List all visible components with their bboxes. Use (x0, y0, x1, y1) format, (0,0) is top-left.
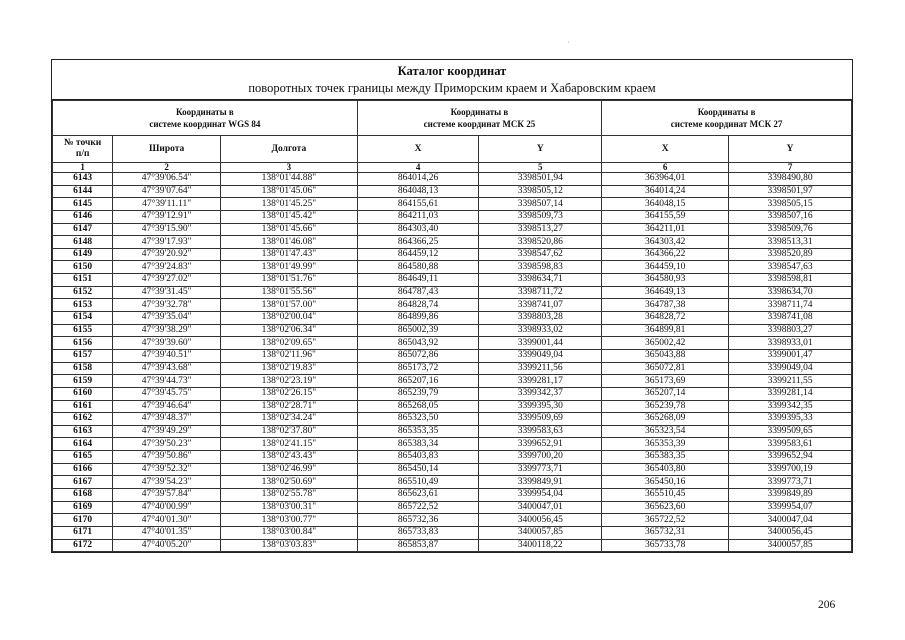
table-row (53, 312, 852, 325)
longitude-cell: 138°02'46.99" (220, 463, 357, 476)
msk27-x-cell: 365383,35 (602, 451, 729, 464)
longitude-cell: 138°01'46.08" (220, 236, 357, 249)
longitude-cell: 138°02'37.80" (220, 425, 357, 438)
point-number-cell: 6160 (53, 387, 113, 400)
group-header-wgs84: Координаты в системе координат WGS 84 (53, 101, 358, 136)
msk27-x-cell: 365323,54 (602, 425, 729, 438)
msk27-x-cell: 364303,42 (602, 236, 729, 249)
longitude-cell: 138°02'23.19" (220, 375, 357, 388)
msk25-x-cell: 864459,12 (357, 248, 479, 261)
table-row (53, 362, 852, 375)
longitude-cell: 138°02'00.04" (220, 312, 357, 325)
table-row (53, 438, 852, 451)
table-row (53, 375, 852, 388)
msk25-y-cell: 3398509,73 (479, 210, 602, 223)
coordinate-catalog (51, 59, 853, 553)
point-number-cell: 6169 (53, 501, 113, 514)
msk25-y-cell: 3398711,72 (479, 286, 602, 299)
msk25-y-cell: 3399652,91 (479, 438, 602, 451)
msk27-y-cell: 3398513,31 (729, 236, 852, 249)
longitude-cell: 138°02'41.15" (220, 438, 357, 451)
msk25-y-cell: 3398933,02 (479, 324, 602, 337)
msk27-x-cell: 365173,69 (602, 375, 729, 388)
table-row (53, 210, 852, 223)
msk25-y-cell: 3399211,56 (479, 362, 602, 375)
msk25-x-cell: 865383,34 (357, 438, 479, 451)
msk27-y-cell: 3399583,61 (729, 438, 852, 451)
point-number-cell: 6163 (53, 425, 113, 438)
msk25-x-cell: 865268,05 (357, 400, 479, 413)
msk25-y-cell: 3400118,22 (479, 539, 602, 552)
msk27-y-cell: 3398507,16 (729, 210, 852, 223)
table-row (53, 526, 852, 539)
table-row (53, 198, 852, 211)
column-number: 7 (729, 163, 852, 173)
msk25-y-cell: 3399049,04 (479, 349, 602, 362)
msk25-x-cell: 864014,26 (357, 173, 479, 186)
msk25-x-cell: 864303,40 (357, 223, 479, 236)
table-row (53, 337, 852, 350)
latitude-cell: 47°39'43.68" (113, 362, 221, 375)
table-row (53, 425, 852, 438)
group-header-msk27: Координаты в системе координат МСК 27 (602, 101, 852, 136)
latitude-cell: 47°39'54.23" (113, 476, 221, 489)
longitude-cell: 138°03'00.84" (220, 526, 357, 539)
msk25-x-cell: 865510,49 (357, 476, 479, 489)
msk27-x-cell: 364211,01 (602, 223, 729, 236)
longitude-cell: 138°01'47.43" (220, 248, 357, 261)
msk27-y-cell: 3399049,04 (729, 362, 852, 375)
table-row (53, 223, 852, 236)
msk25-y-cell: 3398520,86 (479, 236, 602, 249)
msk27-y-cell: 3398490,80 (729, 173, 852, 186)
table-row (53, 324, 852, 337)
longitude-cell: 138°01'45.42" (220, 210, 357, 223)
table-row (53, 476, 852, 489)
msk25-y-cell: 3399395,30 (479, 400, 602, 413)
msk25-y-cell: 3399281,17 (479, 375, 602, 388)
msk25-x-cell: 865072,86 (357, 349, 479, 362)
point-number-cell: 6156 (53, 337, 113, 350)
point-number-cell: 6171 (53, 526, 113, 539)
point-number-cell: 6162 (53, 413, 113, 426)
point-number-cell: 6166 (53, 463, 113, 476)
column-number: 3 (220, 163, 357, 173)
msk27-x-cell: 364459,10 (602, 261, 729, 274)
latitude-cell: 47°40'05.20" (113, 539, 221, 552)
table-row (53, 286, 852, 299)
msk27-y-cell: 3399281,14 (729, 387, 852, 400)
msk25-x-cell: 865323,50 (357, 413, 479, 426)
msk25-x-cell: 864787,43 (357, 286, 479, 299)
msk27-x-cell: 365722,52 (602, 514, 729, 527)
point-number-cell: 6170 (53, 514, 113, 527)
msk25-x-cell: 865403,83 (357, 451, 479, 464)
longitude-cell: 138°01'45.66" (220, 223, 357, 236)
coordinates-table (52, 100, 852, 552)
point-number-cell: 6159 (53, 375, 113, 388)
msk25-y-cell: 3399700,20 (479, 451, 602, 464)
msk25-x-cell: 865450,14 (357, 463, 479, 476)
point-number-cell: 6164 (53, 438, 113, 451)
longitude-cell: 138°02'28.71" (220, 400, 357, 413)
msk25-y-cell: 3400056,45 (479, 514, 602, 527)
msk25-x-cell: 864899,86 (357, 312, 479, 325)
table-row (53, 501, 852, 514)
msk25-x-cell: 864211,03 (357, 210, 479, 223)
msk27-x-cell: 365072,81 (602, 362, 729, 375)
msk25-y-cell: 3398634,71 (479, 274, 602, 287)
latitude-cell: 47°40'00.99" (113, 501, 221, 514)
msk25-x-cell: 865207,16 (357, 375, 479, 388)
longitude-cell: 138°02'50.69" (220, 476, 357, 489)
msk27-y-cell: 3399395,33 (729, 413, 852, 426)
msk27-x-cell: 364048,15 (602, 198, 729, 211)
latitude-cell: 47°39'46.64" (113, 400, 221, 413)
table-row (53, 514, 852, 527)
msk27-x-cell: 364155,59 (602, 210, 729, 223)
longitude-cell: 138°01'57.00" (220, 299, 357, 312)
point-number-cell: 6161 (53, 400, 113, 413)
table-row (53, 451, 852, 464)
latitude-cell: 47°39'24.83" (113, 261, 221, 274)
msk27-y-cell: 3399849,89 (729, 489, 852, 502)
point-number-cell: 6151 (53, 274, 113, 287)
point-number-cell: 6145 (53, 198, 113, 211)
msk25-y-cell: 3399583,63 (479, 425, 602, 438)
msk25-x-cell: 865353,35 (357, 425, 479, 438)
msk25-y-cell: 3399773,71 (479, 463, 602, 476)
msk25-y-cell: 3398513,27 (479, 223, 602, 236)
msk27-x-cell: 365002,42 (602, 337, 729, 350)
msk25-y-cell: 3399342,37 (479, 387, 602, 400)
longitude-cell: 138°03'00.31" (220, 501, 357, 514)
msk25-x-cell: 864828,74 (357, 299, 479, 312)
msk25-y-cell: 3398505,12 (479, 185, 602, 198)
msk25-y-cell: 3398803,28 (479, 312, 602, 325)
point-number-cell: 6172 (53, 539, 113, 552)
table-row (53, 539, 852, 552)
msk25-y-header: Y (479, 136, 602, 163)
msk27-y-cell: 3399700,19 (729, 463, 852, 476)
msk27-y-cell: 3398803,27 (729, 324, 852, 337)
point-number-header: № точки п/п (53, 136, 113, 163)
msk25-x-cell: 865733,83 (357, 526, 479, 539)
msk25-y-cell: 3398501,94 (479, 173, 602, 186)
longitude-cell: 138°02'43.43" (220, 451, 357, 464)
latitude-cell: 47°39'57.84" (113, 489, 221, 502)
latitude-cell: 47°39'32.78" (113, 299, 221, 312)
msk25-x-cell: 864048,13 (357, 185, 479, 198)
point-number-cell: 6147 (53, 223, 113, 236)
latitude-header: Широта (113, 136, 221, 163)
msk25-y-cell: 3400047,01 (479, 501, 602, 514)
table-row (53, 248, 852, 261)
point-number-cell: 6150 (53, 261, 113, 274)
msk25-x-cell: 864649,11 (357, 274, 479, 287)
point-number-cell: 6153 (53, 299, 113, 312)
latitude-cell: 47°39'50.23" (113, 438, 221, 451)
msk27-x-header: X (602, 136, 729, 163)
point-number-cell: 6158 (53, 362, 113, 375)
latitude-cell: 47°39'48.37" (113, 413, 221, 426)
msk27-x-cell: 365043,88 (602, 349, 729, 362)
longitude-cell: 138°01'49.99" (220, 261, 357, 274)
msk27-y-cell: 3399652,94 (729, 451, 852, 464)
point-number-cell: 6146 (53, 210, 113, 223)
msk25-x-cell: 864366,25 (357, 236, 479, 249)
latitude-cell: 47°39'06.54" (113, 173, 221, 186)
point-number-cell: 6168 (53, 489, 113, 502)
longitude-cell: 138°02'11.96" (220, 349, 357, 362)
latitude-cell: 47°39'15.90" (113, 223, 221, 236)
longitude-cell: 138°03'00.77" (220, 514, 357, 527)
msk27-y-cell: 3398711,74 (729, 299, 852, 312)
table-row (53, 413, 852, 426)
latitude-cell: 47°40'01.30" (113, 514, 221, 527)
msk27-y-cell: 3398741,08 (729, 312, 852, 325)
point-number-cell: 6143 (53, 173, 113, 186)
msk27-x-cell: 364580,93 (602, 274, 729, 287)
table-row (53, 236, 852, 249)
msk27-x-cell: 364649,13 (602, 286, 729, 299)
table-row (53, 463, 852, 476)
longitude-cell: 138°02'26.15" (220, 387, 357, 400)
msk27-y-header: Y (729, 136, 852, 163)
msk25-y-cell: 3398741,07 (479, 299, 602, 312)
point-number-cell: 6167 (53, 476, 113, 489)
msk27-x-cell: 365510,45 (602, 489, 729, 502)
longitude-cell: 138°03'03.83" (220, 539, 357, 552)
msk27-y-cell: 3400057,85 (729, 539, 852, 552)
msk27-x-cell: 365353,39 (602, 438, 729, 451)
point-number-cell: 6144 (53, 185, 113, 198)
longitude-cell: 138°02'34.24" (220, 413, 357, 426)
latitude-cell: 47°39'45.75" (113, 387, 221, 400)
title-block (52, 60, 852, 100)
msk27-x-cell: 365403,80 (602, 463, 729, 476)
msk25-x-cell: 864580,88 (357, 261, 479, 274)
msk25-y-cell: 3398598,83 (479, 261, 602, 274)
msk25-x-cell: 865173,72 (357, 362, 479, 375)
msk27-x-cell: 364787,38 (602, 299, 729, 312)
latitude-cell: 47°39'50.86" (113, 451, 221, 464)
point-number-cell: 6165 (53, 451, 113, 464)
msk27-y-cell: 3399001,47 (729, 349, 852, 362)
msk27-y-cell: 3398634,70 (729, 286, 852, 299)
longitude-cell: 138°01'45.25" (220, 198, 357, 211)
column-number: 1 (53, 163, 113, 173)
msk27-y-cell: 3399509,65 (729, 425, 852, 438)
point-number-cell: 6149 (53, 248, 113, 261)
longitude-cell: 138°01'45.06" (220, 185, 357, 198)
msk27-y-cell: 3398520,89 (729, 248, 852, 261)
column-number: 6 (602, 163, 729, 173)
msk25-x-cell: 865623,61 (357, 489, 479, 502)
msk27-x-cell: 365207,14 (602, 387, 729, 400)
point-number-cell: 6154 (53, 312, 113, 325)
msk25-y-cell: 3400057,85 (479, 526, 602, 539)
point-number-cell: 6157 (53, 349, 113, 362)
msk27-y-cell: 3399211,55 (729, 375, 852, 388)
msk25-x-cell: 864155,61 (357, 198, 479, 211)
table-row (53, 299, 852, 312)
latitude-cell: 47°39'40.51" (113, 349, 221, 362)
longitude-cell: 138°02'55.78" (220, 489, 357, 502)
column-number: 2 (113, 163, 221, 173)
latitude-cell: 47°39'39.60" (113, 337, 221, 350)
column-number: 4 (357, 163, 479, 173)
longitude-cell: 138°02'19.83" (220, 362, 357, 375)
msk27-y-cell: 3400056,45 (729, 526, 852, 539)
msk27-y-cell: 3398598,81 (729, 274, 852, 287)
latitude-cell: 47°39'07.64" (113, 185, 221, 198)
msk25-x-cell: 865043,92 (357, 337, 479, 350)
msk25-x-cell: 865239,79 (357, 387, 479, 400)
msk25-x-header: X (357, 136, 479, 163)
msk27-y-cell: 3398505,15 (729, 198, 852, 211)
longitude-header: Долгота (220, 136, 357, 163)
longitude-cell: 138°02'09.65" (220, 337, 357, 350)
latitude-cell: 47°39'27.02" (113, 274, 221, 287)
latitude-cell: 47°39'44.73" (113, 375, 221, 388)
page-number: 206 (818, 599, 836, 611)
msk25-y-cell: 3398547,62 (479, 248, 602, 261)
latitude-cell: 47°40'01.35" (113, 526, 221, 539)
msk27-x-cell: 363964,01 (602, 173, 729, 186)
msk25-x-cell: 865002,39 (357, 324, 479, 337)
scan-mark: · (567, 38, 570, 47)
latitude-cell: 47°39'11.11" (113, 198, 221, 211)
table-row (53, 185, 852, 198)
table-row (53, 349, 852, 362)
latitude-cell: 47°39'35.04" (113, 312, 221, 325)
msk27-x-cell: 364014,24 (602, 185, 729, 198)
table-row (53, 274, 852, 287)
msk27-x-cell: 365268,09 (602, 413, 729, 426)
longitude-cell: 138°01'44.88" (220, 173, 357, 186)
msk25-y-cell: 3398507,14 (479, 198, 602, 211)
msk27-y-cell: 3399954,07 (729, 501, 852, 514)
msk27-x-cell: 365732,31 (602, 526, 729, 539)
table-row (53, 387, 852, 400)
msk25-x-cell: 865732,36 (357, 514, 479, 527)
point-number-cell: 6152 (53, 286, 113, 299)
point-number-cell: 6155 (53, 324, 113, 337)
latitude-cell: 47°39'17.93" (113, 236, 221, 249)
table-row (53, 173, 852, 186)
longitude-cell: 138°02'06.34" (220, 324, 357, 337)
msk27-y-cell: 3399773,71 (729, 476, 852, 489)
longitude-cell: 138°01'55.56" (220, 286, 357, 299)
msk27-x-cell: 364366,22 (602, 248, 729, 261)
latitude-cell: 47°39'12.91" (113, 210, 221, 223)
msk27-y-cell: 3398509,76 (729, 223, 852, 236)
latitude-cell: 47°39'31.45" (113, 286, 221, 299)
msk27-x-cell: 364899,81 (602, 324, 729, 337)
group-header-msk25: Координаты в системе координат МСК 25 (357, 101, 601, 136)
msk25-y-cell: 3399954,04 (479, 489, 602, 502)
table-row (53, 400, 852, 413)
msk25-x-cell: 865853,87 (357, 539, 479, 552)
catalog-subtitle: поворотных точек границы между Приморским краем и Хабаровским краем (248, 81, 656, 95)
msk27-x-cell: 365733,78 (602, 539, 729, 552)
msk27-y-cell: 3400047,04 (729, 514, 852, 527)
msk25-y-cell: 3399001,44 (479, 337, 602, 350)
msk25-y-cell: 3399509,69 (479, 413, 602, 426)
msk27-y-cell: 3398547,63 (729, 261, 852, 274)
latitude-cell: 47°39'20.92" (113, 248, 221, 261)
msk27-y-cell: 3398933,01 (729, 337, 852, 350)
latitude-cell: 47°39'52.32" (113, 463, 221, 476)
msk27-y-cell: 3398501,97 (729, 185, 852, 198)
msk25-y-cell: 3399849,91 (479, 476, 602, 489)
point-number-cell: 6148 (53, 236, 113, 249)
latitude-cell: 47°39'49.29" (113, 425, 221, 438)
longitude-cell: 138°01'51.76" (220, 274, 357, 287)
table-row (53, 261, 852, 274)
msk27-x-cell: 364828,72 (602, 312, 729, 325)
table-row (53, 489, 852, 502)
column-number: 5 (479, 163, 602, 173)
msk27-x-cell: 365623,60 (602, 501, 729, 514)
catalog-title: Каталог координат (397, 64, 507, 78)
msk25-x-cell: 865722,52 (357, 501, 479, 514)
msk27-y-cell: 3399342,35 (729, 400, 852, 413)
msk27-x-cell: 365450,16 (602, 476, 729, 489)
latitude-cell: 47°39'38.29" (113, 324, 221, 337)
msk27-x-cell: 365239,78 (602, 400, 729, 413)
